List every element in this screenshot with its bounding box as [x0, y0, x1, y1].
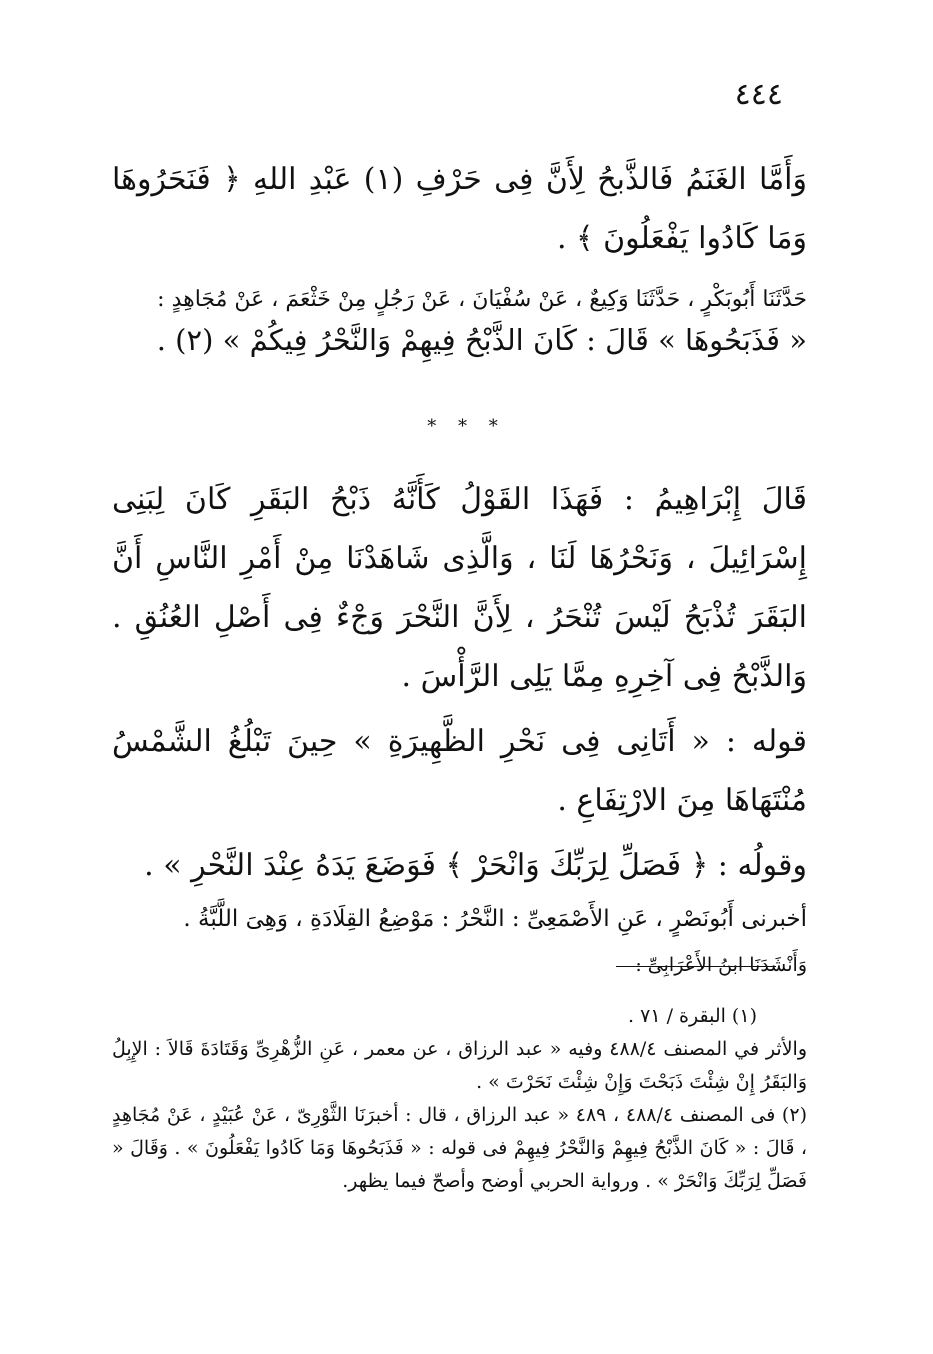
footnote-divider [616, 966, 776, 967]
ibrahim-commentary: قَالَ إِبْرَاهِيمُ : فَهَذَا القَوْلُ كَأَنَّهُ ذَبْحُ البَقَرِ كَانَ لِبَنِى إِسْرَائِيلَ ، وَنَحْرُهَا لَنَا ، وَالَّذِى شَاهَدْنَا مِنْ أَمْرِ النَّاسِ أَنَّ البَقَرَ تُذْبَحُ لَيْسَ تُنْحَرُ ، لِأَنَّ النَّحْرَ وَجْءٌ فِى أَصْلِ العُنُقِ . وَالذَّبْحُ فِى آخِرِهِ مِمَّا يَلِى الرَّأْسَ . [112, 482, 807, 694]
opening-paragraph [112, 150, 807, 268]
hadith-block [112, 280, 807, 360]
hadith-matn-line: « فَذَبَحُوهَا » قَالَ : كَانَ الذَّبْحُ فِيهِمْ وَالنَّحْرُ فِيكُمْ » (٢) . [156, 323, 807, 357]
footnote-1-body: والأثر في المصنف ٤٨٨/٤ وفيه « عبد الرزاق ، عن معمر ، عَنِ الزُّهْرِىِّ وَقَتَادَةَ قَالاَ : الإِبِلُ وَالبَقَرُ إِنْ شِئْتَ ذَبَحْتَ وَإِنْ شِئْتَ نَحَرْتَ » . [112, 1038, 807, 1093]
zahira-explanation: قوله : « أَتَانِى فِى نَحْرِ الظَّهِيرَةِ » حِينَ تَبْلُغُ الشَّمْسُ مُنْتَهَاهَا مِنَ الارْتِفَاعِ . [112, 724, 807, 818]
footnote-1-reference: (١) البقرة / ٧١ . [628, 1005, 757, 1027]
poetry-intro: وَأَنْشَدَنَا ابنُ الأَعْرَابِىِّ : [635, 954, 807, 976]
hadith-isnad-line: حَدَّثَنَا أَبُوبَكْرٍ ، حَدَّثَنَا وَكِيعٌ ، عَنْ سُفْيَانَ ، عَنْ رَجُلٍ مِنْ خَثْعَمَ ، عَنْ مُجَاهِدٍ : [157, 287, 807, 312]
footnote-2: (٢) فى المصنف ٤٨٨/٤ ، ٤٨٩ « عبد الرزاق ، قال : أخبرَنَا الثَّوْرِىّ ، عَنْ عُبَيْدٍ ، عَنْ مُجَاهِدٍ ، قَالَ : « كَانَ الذَّبْحُ فِيهِمْ وَالنَّحْرُ فِيهِمْ فى قوله : « فَذَبَحُوهَا وَمَا كَادُوا يَفْعَلُونَ » . وَقَالَ « فَصَلِّ لِرَبِّكَ وَانْحَرْ » . ورواية الحربي أوضح وأصحّ فيما يظهر. [112, 1104, 807, 1192]
page-number: ٤٤٤ [734, 77, 783, 112]
asmai-definition: أخبرنى أَبُونَصْرٍ ، عَنِ الأَصْمَعِىِّ : النَّحْرُ : مَوْضِعُ القِلَادَةِ ، وَهِىَ اللَّبَّةُ . [183, 906, 807, 932]
section-separator: * * * [427, 416, 506, 437]
opening-text: وَأَمَّا الغَنَمُ فَالذَّبحُ لِأَنَّ فِى حَرْفِ (١) عَبْدِ اللهِ ﴿ فَنَحَرُوهَا وَمَا كَادُوا يَفْعَلُونَ ﴾ . [112, 162, 807, 256]
surah-kawthar-quote: وقولُه : ﴿ فَصَلِّ لِرَبِّكَ وَانْحَرْ ﴾ فَوَضَعَ يَدَهُ عِنْدَ النَّحْرِ » . [144, 848, 807, 883]
commentary-section [112, 470, 807, 987]
footnotes-section [112, 1000, 807, 1198]
